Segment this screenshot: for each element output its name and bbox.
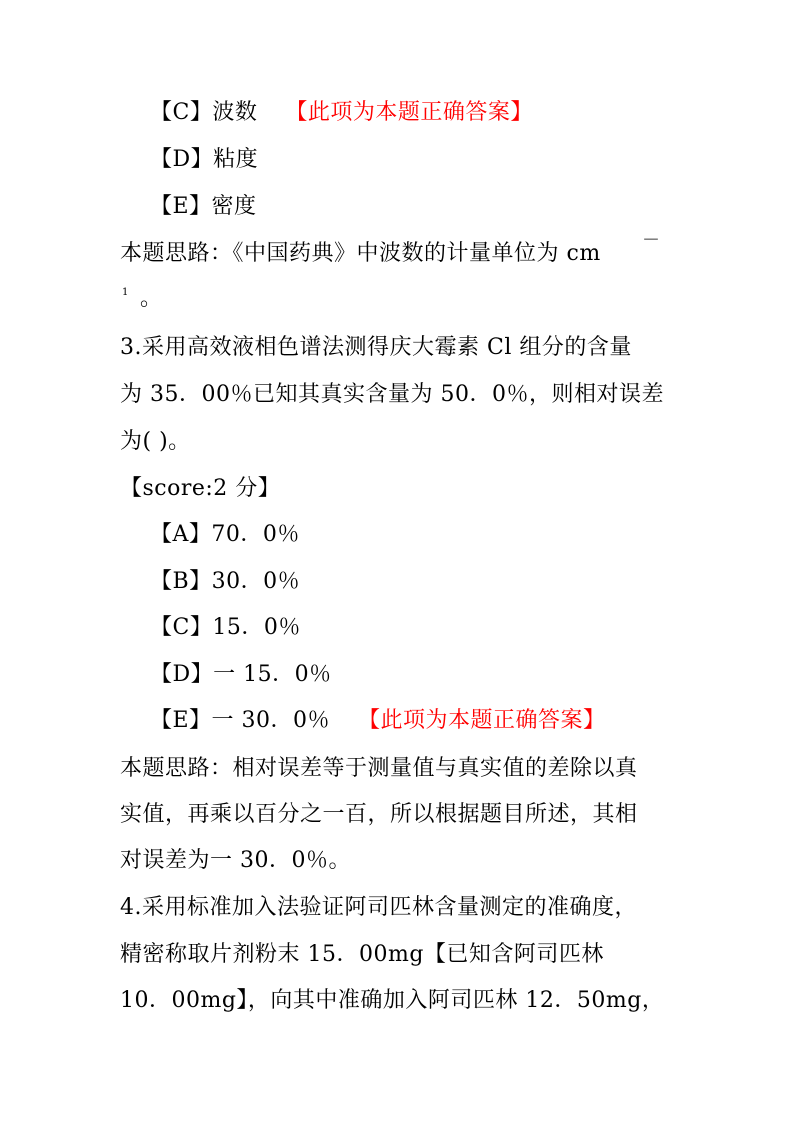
q2-option-c (150, 99, 533, 127)
q2-correct-answer-marker: 【此项为本题正确答案】 (285, 100, 533, 125)
q2-unit-superscript: － (642, 230, 660, 251)
q3-stem-line-3: 为( )。 (120, 429, 191, 454)
q3-option-c-label: 【C】15．0％ (150, 615, 301, 640)
q3-option-e (150, 707, 606, 735)
q3-option-b-label: 【B】30．0％ (150, 569, 301, 594)
q2-explanation (120, 240, 601, 268)
q3-explanation-line-2: 实值，再乘以百分之一百，所以根据题目所述，其相 (120, 802, 638, 827)
q3-option-d (150, 661, 332, 689)
q3-option-a-label: 【A】70．0％ (150, 522, 300, 547)
q4-stem-line-3: 10．00mg】，向其中准确加入阿司匹林 12．50mg， (120, 988, 665, 1013)
q2-unit-exponent: 1 (122, 287, 129, 298)
q3-option-d-label: 【D】一 15．0％ (150, 662, 332, 687)
q3-stem-line-1: 3.采用高效液相色谱法测得庆大霉素 Cl 组分的含量 (120, 335, 632, 360)
q2-option-d (150, 146, 258, 174)
q3-explanation-line-1: 本题思路：相对误差等于测量值与真实值的差除以真 (120, 756, 638, 781)
q3-option-a (150, 521, 300, 549)
q3-explanation-line-3: 对误差为一 30．0％。 (120, 848, 351, 873)
q2-option-c-label: 【C】波数 (150, 100, 258, 125)
q3-stem-line-2: 为 35．00％已知其真实含量为 50．0％，则相对误差 (120, 382, 664, 407)
q3-option-e-label: 【E】一 30．0％ (150, 708, 331, 733)
q3-option-c (150, 614, 301, 642)
q2-option-e-label: 【E】密度 (150, 194, 257, 219)
q4-stem-line-2: 精密称取片剂粉末 15．00mg【已知含阿司匹林 (120, 942, 604, 967)
q4-stem-line-1: 4.采用标准加入法验证阿司匹林含量测定的准确度， (120, 895, 637, 920)
q2-option-d-label: 【D】粘度 (150, 147, 259, 172)
q3-correct-answer-marker: 【此项为本题正确答案】 (358, 708, 606, 733)
q3-option-b (150, 568, 300, 596)
q2-explanation-text: 本题思路：《中国药典》中波数的计量单位为 cm (120, 241, 601, 266)
q2-explanation-period: 。 (140, 286, 163, 311)
q3-score: 【score:2 分】 (120, 476, 281, 501)
q2-option-e (150, 193, 257, 221)
